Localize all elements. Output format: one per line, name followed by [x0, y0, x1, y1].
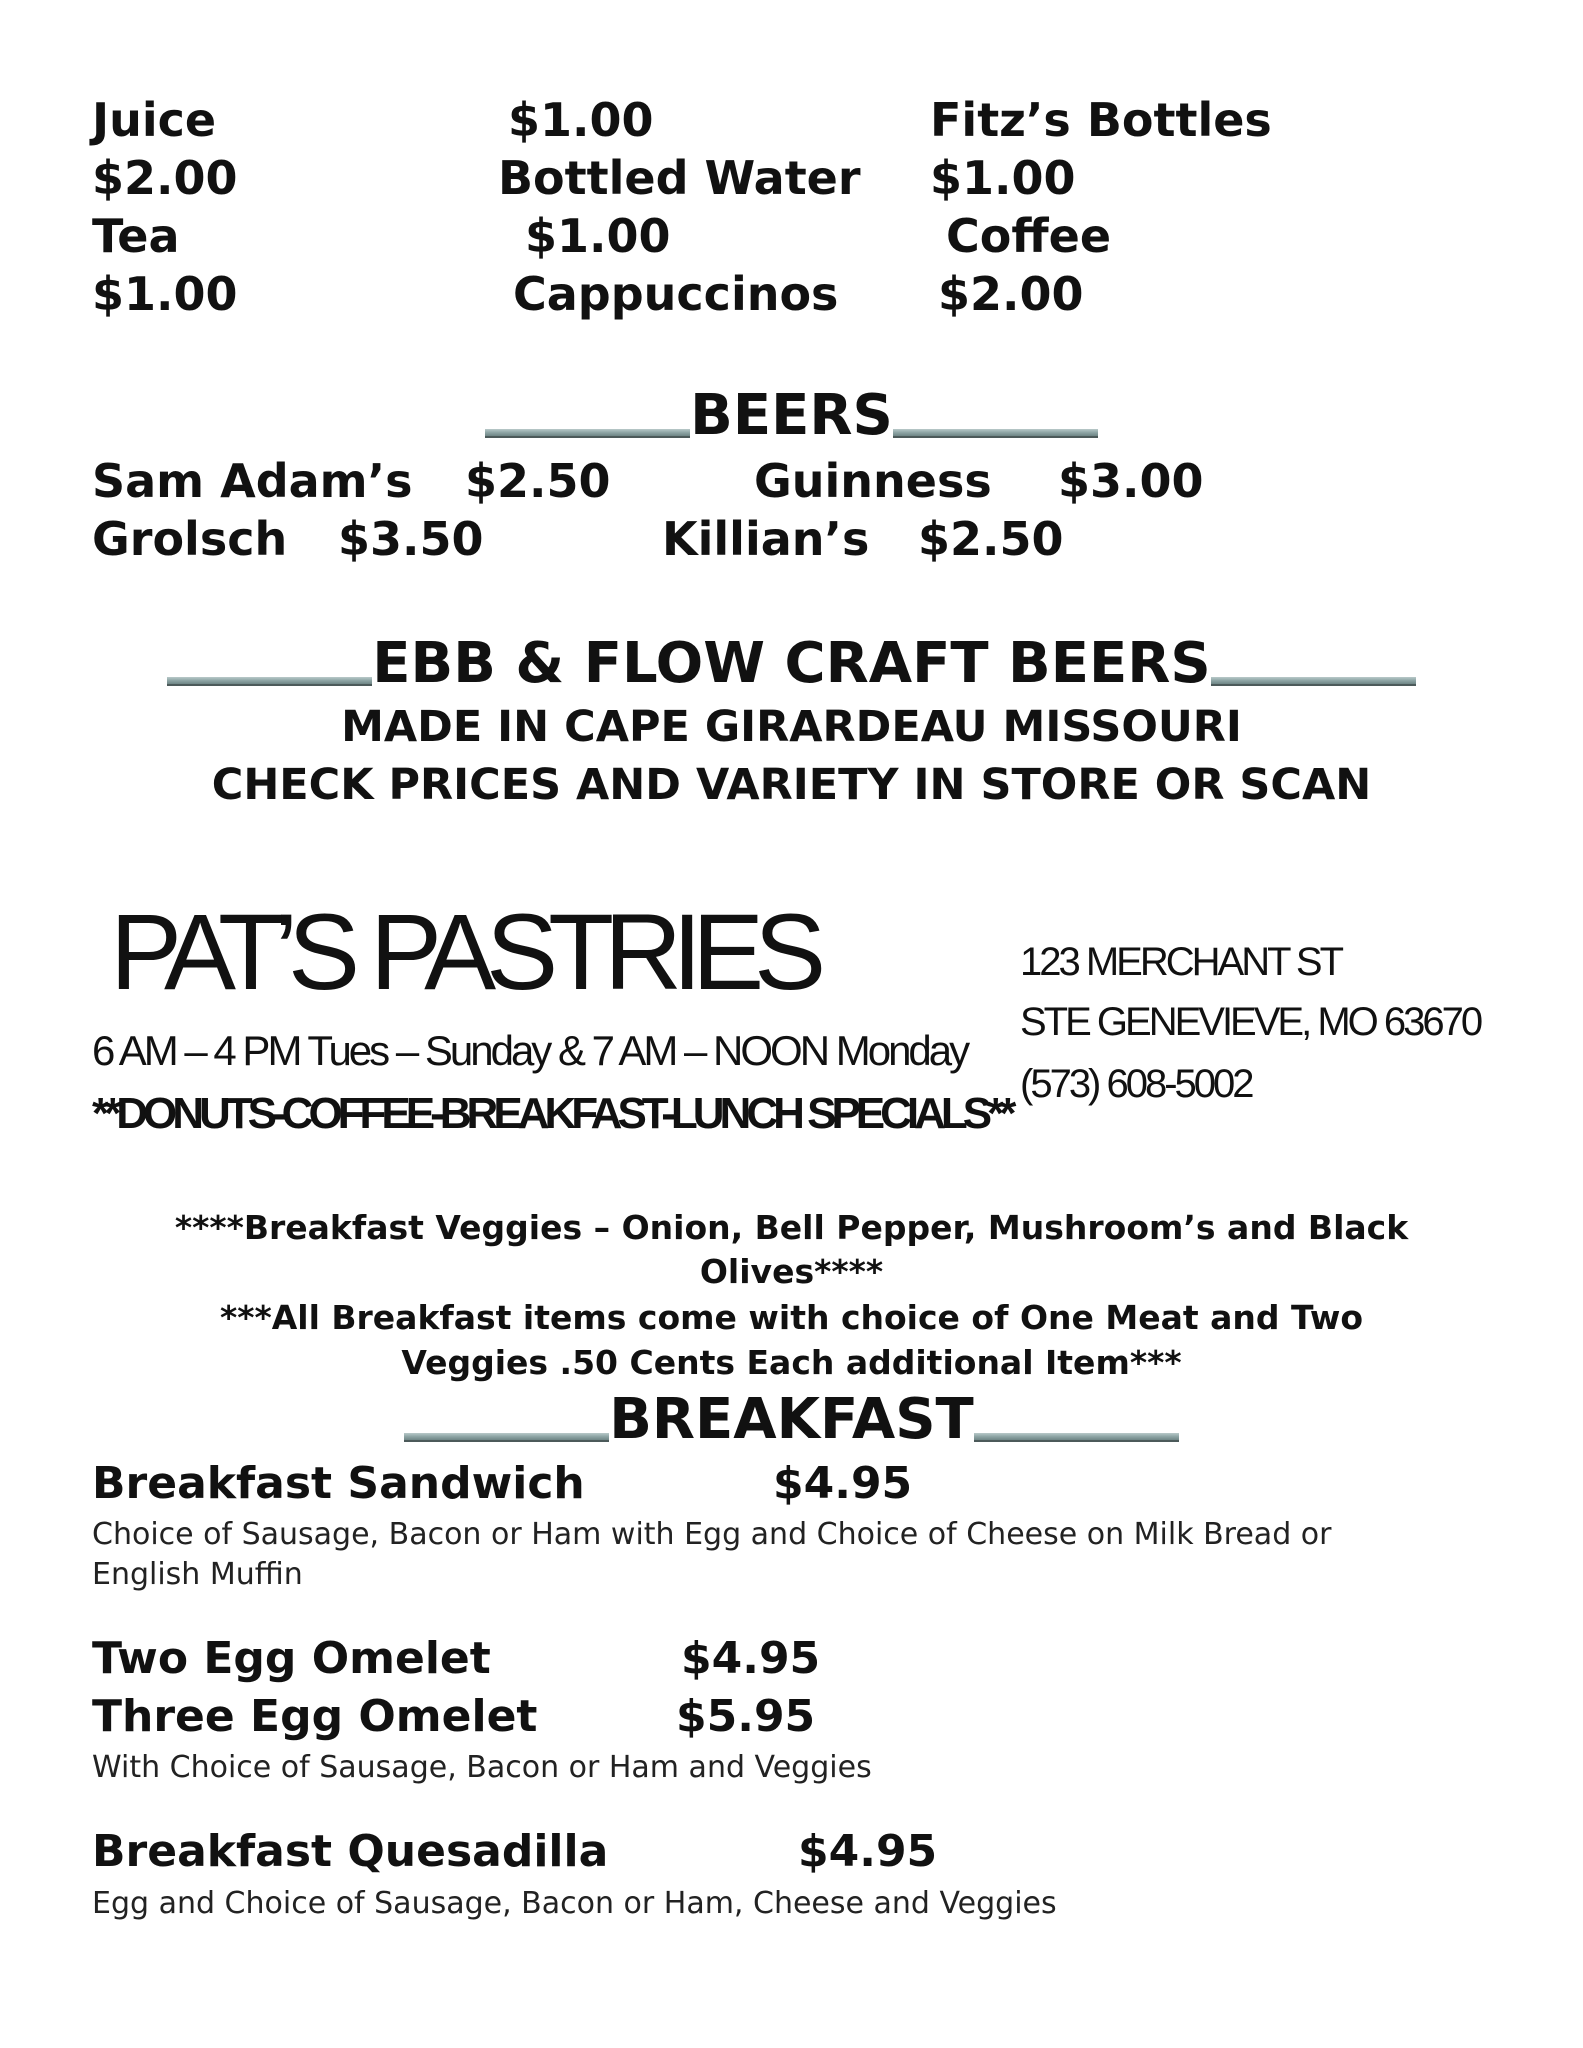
beer-name-killians: Killian’s: [662, 512, 870, 566]
heading-rule-left: [404, 1433, 609, 1442]
bakery-address-street: 123 MERCHANT ST: [1020, 940, 1342, 984]
heading-rule-right: [974, 1433, 1179, 1442]
bakery-specials: **DONUTS-COFFEE-BREAKFAST-LUNCH SPECIALS**: [92, 1089, 1012, 1138]
breakfast-sandwich-desc-line1: Choice of Sausage, Bacon or Ham with Egg and Choice of Cheese on Milk Bread or: [92, 1517, 1332, 1552]
breakfast-quesadilla-price: $4.95: [798, 1826, 938, 1877]
drink-name-tea: Tea: [92, 209, 180, 263]
beers-heading-title: BEERS: [690, 383, 893, 448]
drink-price-cappuccinos: $2.00: [938, 267, 1084, 321]
three-egg-omelet-name: Three Egg Omelet: [92, 1691, 538, 1742]
heading-rule-right: [1211, 677, 1416, 686]
breakfast-sandwich-price: $4.95: [773, 1458, 913, 1509]
beer-name-guinness: Guinness: [754, 454, 992, 508]
drink-name-cappuccinos: Cappuccinos: [513, 267, 839, 321]
drink-name-bottled-water: Bottled Water: [498, 151, 861, 205]
two-egg-omelet-price: $4.95: [681, 1633, 821, 1684]
heading-rule-left: [485, 429, 690, 438]
beer-price-killians: $2.50: [918, 512, 1064, 566]
breakfast-quesadilla-name: Breakfast Quesadilla: [92, 1826, 609, 1877]
omelet-desc: With Choice of Sausage, Bacon or Ham and Veggies: [92, 1750, 872, 1785]
drink-price-coffee: $1.00: [92, 267, 238, 321]
two-egg-omelet-name: Two Egg Omelet: [92, 1633, 491, 1684]
bakery-phone: (573) 608-5002: [1020, 1062, 1252, 1106]
breakfast-quesadilla-desc: Egg and Choice of Sausage, Bacon or Ham, Cheese and Veggies: [92, 1886, 1057, 1921]
bakery-hours: 6 AM – 4 PM Tues – Sunday & 7 AM – NOON Monday: [92, 1027, 968, 1074]
heading-rule-right: [893, 429, 1098, 438]
items-note-line2: Veggies .50 Cents Each additional Item***: [401, 1343, 1182, 1382]
drink-price-fitz-bottles: $2.00: [92, 151, 238, 205]
beer-price-sam-adams: $2.50: [465, 454, 611, 508]
bakery-name: PAT’S PASTRIES: [110, 891, 817, 1012]
items-note-line1: ***All Breakfast items come with choice of One Meat and Two: [219, 1298, 1364, 1337]
drink-name-juice: Juice: [92, 93, 217, 147]
drink-price-tea: $1.00: [525, 209, 671, 263]
three-egg-omelet-price: $5.95: [676, 1691, 816, 1742]
beers-heading: [0, 383, 1583, 448]
craft-beers-heading-title: EBB & FLOW CRAFT BEERS: [372, 631, 1211, 696]
beer-price-grolsch: $3.50: [338, 512, 484, 566]
heading-rule-left: [167, 677, 372, 686]
veggies-note-line1: ****Breakfast Veggies – Onion, Bell Pepper, Mushroom’s and Black: [174, 1208, 1409, 1247]
drink-name-fitz-bottles: Fitz’s Bottles: [930, 93, 1272, 147]
breakfast-sandwich-name: Breakfast Sandwich: [92, 1458, 585, 1509]
craft-made-in-line: MADE IN CAPE GIRARDEAU MISSOURI: [341, 702, 1242, 752]
bakery-address-city: STE GENEVIEVE, MO 63670: [1020, 1000, 1481, 1044]
drink-name-coffee: Coffee: [946, 209, 1112, 263]
beer-name-grolsch: Grolsch: [92, 512, 288, 566]
beer-price-guinness: $3.00: [1058, 454, 1204, 508]
craft-check-prices-line: CHECK PRICES AND VARIETY IN STORE OR SCAN: [211, 760, 1372, 810]
craft-beers-heading: [0, 631, 1583, 696]
breakfast-sandwich-desc-line2: English Muffin: [92, 1557, 303, 1592]
drink-price-bottled-water: $1.00: [930, 151, 1076, 205]
drink-price-juice: $1.00: [508, 93, 654, 147]
beer-name-sam-adams: Sam Adam’s: [92, 454, 413, 508]
breakfast-heading: [0, 1387, 1583, 1452]
breakfast-heading-title: BREAKFAST: [609, 1387, 974, 1452]
veggies-note-line2: Olives****: [699, 1252, 884, 1291]
